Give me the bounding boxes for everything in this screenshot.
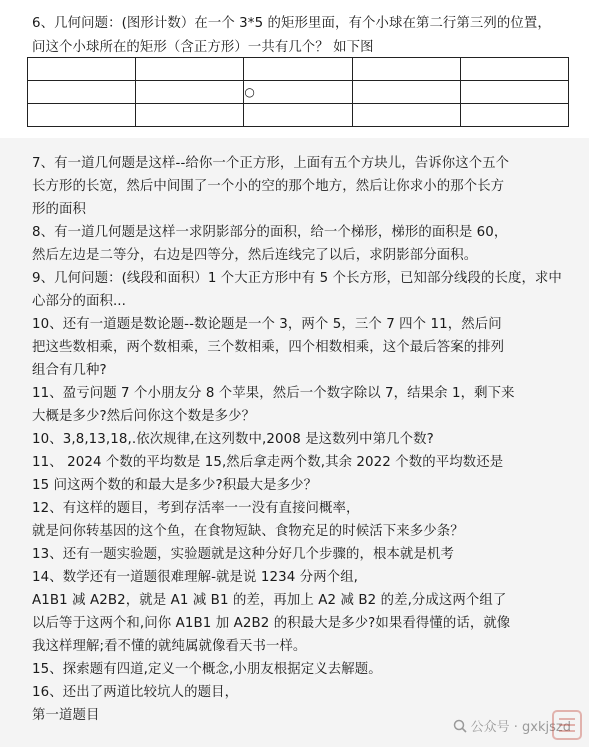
text-line: 心部分的面积... (32, 294, 127, 309)
text-line: A1B1 减 A2B2，就是 A1 减 B1 的差，再加上 A2 减 B2 的差,分成这两个组了 (32, 593, 507, 608)
grid-cell (136, 81, 244, 104)
grid-cell (244, 104, 352, 127)
text-line: 15 问这两个数的和最大是多少?积最大是多少？ (32, 478, 318, 493)
question-6-line-2: 问这个小球所在的矩形（含正方形）一共有几个？ 如下图 (32, 40, 374, 55)
grid-cell (136, 104, 244, 127)
text-line: 第一道题目 (32, 708, 100, 723)
text-line: 我这样理解;看不懂的就纯属就像看天书一样。 (32, 639, 307, 654)
questions-section (0, 138, 589, 747)
grid-cell (460, 104, 568, 127)
text-line: 13、还有一题实验题，实验题就是这种分好几个步骤的，根本就是机考 (32, 547, 454, 562)
text-line: 9、几何问题：(线段和面积）1 个大正方形中有 5 个长方形，已知部分线段的长度，求中 (32, 271, 562, 286)
text-line: 就是问你转基因的这个鱼，在食物短缺、食物充足的时候活下来多少条？ (32, 524, 464, 539)
grid-cell (352, 58, 460, 81)
grid-cell (244, 58, 352, 81)
text-line: 14、数学还有一道题很难理解-就是说 1234 分两个组, (32, 570, 359, 585)
text-line: 8、有一道几何题是这样一求阴影部分的面积，给一个梯形，梯形的面积是 60， (32, 225, 508, 240)
grid-row-3 (28, 104, 569, 127)
grid-row-1 (28, 58, 569, 81)
grid-cell (28, 58, 136, 81)
grid-row-2 (28, 81, 569, 104)
text-line: 大概是多少?然后问你这个数是多少？ (32, 409, 256, 424)
text-line: 10、3,8,13,18,.依次规律,在这列数中,2008 是这数列中第几个数? (32, 432, 434, 447)
grid-cell (460, 58, 568, 81)
text-line: 把这些数相乘，两个数相乘，三个数相乘，四个相数相乘，这个最后答案的排列 (32, 340, 505, 355)
question-6-line-1: 6、几何问题：(图形计数）在一个 3*5 的矩形里面，有个小球在第二行第三列的位置， (32, 16, 551, 31)
grid-cell (460, 81, 568, 104)
grid-cell (352, 81, 460, 104)
text-line: 16、还出了两道比较坑人的题目， (32, 685, 239, 700)
text-line: 7、有一道几何题是这样--给你一个正方形，上面有五个方块儿，告诉你这个五个 (32, 156, 510, 171)
text-line: 11、 2024 个数的平均数是 15,然后拿走两个数,其余 2022 个数的平均数还是 (32, 455, 504, 470)
text-line: 11、盈亏问题 7 个小朋友分 8 个苹果，然后一个数字除以 7，结果余 1，剩下来 (32, 386, 515, 401)
text-line: 长方形的长宽，然后中间围了一个小的空的那个地方，然后让你求小的那个长方 (32, 179, 505, 194)
grid-cell-ball: ○ (244, 81, 352, 104)
text-line: 然后左边是二等分，右边是四等分，然后连线完了以后，求阴影部分面积。 (32, 248, 478, 263)
text-line: 组合有几种? (32, 363, 107, 378)
text-line: 12、有这样的题目，考到存活率一一没有直接问概率， (32, 501, 360, 516)
grid-cell (28, 104, 136, 127)
wechat-search-icon (453, 719, 467, 733)
text-line: 15、探索题有四道,定义一个概念,小朋友根据定义去解题。 (32, 662, 382, 677)
text-line: 以后等于这两个和,问你 A1B1 加 A2B2 的积最大是多少?如果看得懂的话，就像 (32, 616, 511, 631)
logo-icon (547, 705, 587, 745)
grid-cell (136, 58, 244, 81)
grid-cell (28, 81, 136, 104)
question-6-section (0, 0, 589, 132)
text-line: 10、还有一道题是数论题--数论题是一个 3，两个 5，三个 7 四个 11，然后问 (32, 317, 502, 332)
watermark-text: 公众号 · gxkjszd (470, 720, 571, 735)
text-line: 形的面积 (32, 202, 86, 217)
grid-cell (352, 104, 460, 127)
rectangle-grid (27, 57, 569, 127)
